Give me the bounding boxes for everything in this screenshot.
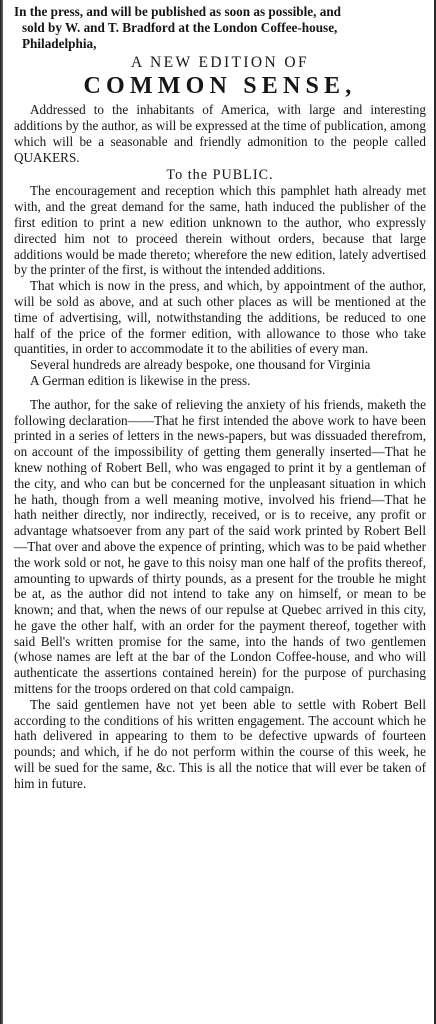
publication-notice [14,4,426,51]
subtitle: Addressed to the inhabitants of America, with large and interesting additions by the author, as will be expressed at the time of publication, among which will be a seasonable and friendly admonition to the people called QUAKERS. [14,102,426,165]
paragraph-4: A German edition is likewise in the press. [30,372,251,388]
notice-line-1: In the press, and will be published as soon as possible, and [14,4,341,19]
notice-line-2: sold by W. and T. Bradford at the London Coffee-house, [22,19,338,35]
paragraph-6: The said gentlemen have not yet been able to settle with Robert Bell according to the conditions of his written engagement. The account which he hath delivered in appearing to them to be defective upwards of fourteen pounds; and which, if he do not perform within the course of this week, he will be sued for the same, &c. This is all the notice that will ever be taken of him in future. [14,696,426,791]
paragraph-1: The encouragement and reception which this pamphlet hath already met with, and the great demand for the same, hath induced the publisher of the first edition to print a new edition unknown to the author, who expressly directed him not to proceed therein without orders, because that large additions would be made thereto; wherefore the new edition, lately advertised by the printer of the first, is without the intended additions. [14,183,426,278]
paragraph-3: Several hundreds are already bespoke, one thousand for Virginia [30,357,371,373]
paragraph-2: That which is now in the press, and which, by appointment of the author, will be sold as above, and at such other places as will be mentioned at the time of advertising, will, notwithstanding the additions, be reduced to one half of the price of the former edition, with allowance to those who take quantities, in order to accommodate it to the abilities of every man. [14,278,426,357]
notice-line-3: Philadelphia, [22,35,97,51]
page-left-edge [0,0,3,1024]
paragraph-5: The author, for the sake of relieving the anxiety of his friends, maketh the following declaration——That he first intended the above work to have been printed in a series of letters in the news-papers, but was dissuaded therefrom, on account of the impossibility of getting them generally inserted—That he knew nothing of Robert Bell, who was engaged to print it by a gentleman of the city, and who can but be concerned for the unpleasant situation in which he hath, though from a well meaning motive, involved his friend—That he hath neither directly, nor indirectly, received, or is to receive, any profit or advantage whatsoever from any part of the said work printed by Robert Bell—That over and above the expence of printing, which was to be paid whether the work sold or not, he gave to this noisy man one half of the profits thereof, amounting to upwards of thirty pounds, as a present for the trouble he might be at, as the author did not intend to take any on himself, or mean to be known; and that, when the news of our repulse at Quebec arrived in this city, he gave the other half, with an order for the payment thereof, together with said Bell's written promise for the same, into the hands of two gentlemen (whose names are left at the bar of the London Coffee-house, and who will authenticate the assertions contained herein) for the purpose of purchasing mittens for the troops ordered on that cold campaign. [14,396,426,697]
document-title: COMMON SENSE, [83,73,357,100]
address-heading: To the PUBLIC. [166,166,274,183]
edition-heading: A NEW EDITION OF [130,54,310,72]
